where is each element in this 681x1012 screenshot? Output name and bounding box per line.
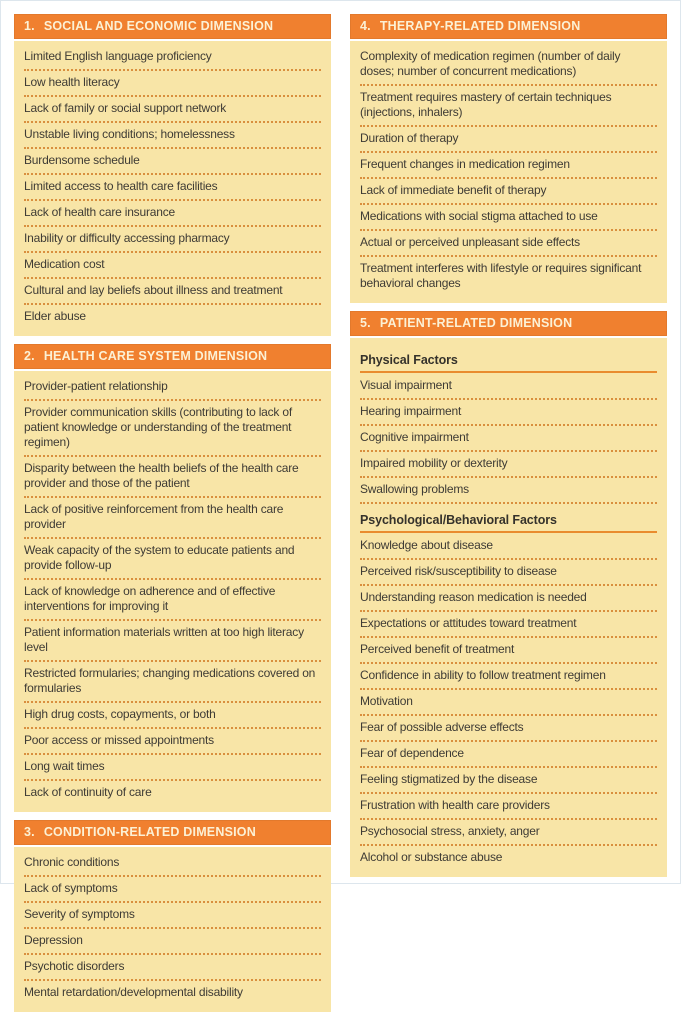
list-item: Visual impairment	[360, 374, 657, 400]
list-item: Frequent changes in medication regimen	[360, 153, 657, 179]
section-title: PATIENT-RELATED DIMENSION	[379, 316, 573, 330]
list-item: Limited access to health care facilities	[24, 175, 321, 201]
section-number: 2.	[24, 349, 35, 363]
section-header	[350, 14, 667, 39]
section-title: HEALTH CARE SYSTEM DIMENSION	[43, 349, 268, 363]
list-item: Perceived benefit of treatment	[360, 638, 657, 664]
list-item: Lack of symptoms	[24, 877, 321, 903]
item-list	[360, 45, 657, 296]
list-item: Mental retardation/developmental disability	[24, 985, 243, 999]
list-item: Motivation	[360, 690, 657, 716]
list-item: Fear of dependence	[360, 742, 657, 768]
list-item: Long wait times	[24, 755, 321, 781]
list-item: Psychosocial stress, anxiety, anger	[360, 820, 657, 846]
subsection-heading: Physical Factors	[360, 342, 657, 373]
list-item: Poor access or missed appointments	[24, 729, 321, 755]
list-item: Impaired mobility or dexterity	[360, 452, 657, 478]
dimension-section	[14, 820, 331, 1012]
section-body	[14, 371, 331, 812]
section-header	[350, 311, 667, 336]
list-item: Lack of continuity of care	[24, 785, 152, 799]
dimension-section	[350, 14, 667, 303]
dimension-section	[14, 344, 331, 812]
list-item: Lack of immediate benefit of therapy	[360, 179, 657, 205]
section-body	[350, 338, 667, 877]
list-item: Complexity of medication regimen (number of daily doses; number of concurrent medications)	[360, 45, 657, 86]
item-list	[24, 851, 321, 1005]
dimension-section	[350, 311, 667, 877]
list-item: Medication cost	[24, 253, 321, 279]
list-item: Severity of symptoms	[24, 903, 321, 929]
list-item: Limited English language proficiency	[24, 45, 321, 71]
list-item: Inability or difficulty accessing pharmacy	[24, 227, 321, 253]
list-item: Treatment requires mastery of certain techniques (injections, inhalers)	[360, 86, 657, 127]
list-item: Restricted formularies; changing medications covered on formularies	[24, 662, 321, 703]
list-item: Actual or perceived unpleasant side effects	[360, 231, 657, 257]
section-title: THERAPY-RELATED DIMENSION	[379, 19, 581, 33]
list-item: Lack of positive reinforcement from the health care provider	[24, 498, 321, 539]
left-column	[14, 14, 331, 999]
list-item: Unstable living conditions; homelessness	[24, 123, 321, 149]
list-item: Weak capacity of the system to educate patients and provide follow-up	[24, 539, 321, 580]
list-item: Lack of knowledge on adherence and of effective interventions for improving it	[24, 580, 321, 621]
list-item: Knowledge about disease	[360, 534, 657, 560]
subsection-heading: Psychological/Behavioral Factors	[360, 504, 657, 533]
list-item: Perceived risk/susceptibility to disease	[360, 560, 657, 586]
list-item: Cultural and lay beliefs about illness and treatment	[24, 279, 321, 305]
list-item: Depression	[24, 929, 321, 955]
list-item: Alcohol or substance abuse	[360, 850, 503, 864]
list-item: Hearing impairment	[360, 400, 657, 426]
list-item: Swallowing problems	[360, 478, 657, 504]
list-item: Lack of family or social support network	[24, 97, 321, 123]
section-header	[14, 14, 331, 39]
list-item: Provider communication skills (contributing to lack of patient knowledge or understanding of the treatment regimen)	[24, 401, 321, 457]
list-item: Duration of therapy	[360, 127, 657, 153]
section-title: CONDITION-RELATED DIMENSION	[43, 825, 256, 839]
section-header	[14, 820, 331, 845]
list-item: Patient information materials written at too high literacy level	[24, 621, 321, 662]
list-item: Provider-patient relationship	[24, 375, 321, 401]
list-item: Fear of possible adverse effects	[360, 716, 657, 742]
list-item: Elder abuse	[24, 309, 86, 323]
list-item: Disparity between the health beliefs of the health care provider and those of the patient	[24, 457, 321, 498]
list-item: Expectations or attitudes toward treatment	[360, 612, 657, 638]
section-number: 1.	[24, 19, 35, 33]
list-item: Frustration with health care providers	[360, 794, 657, 820]
item-list	[24, 45, 321, 329]
list-item: Feeling stigmatized by the disease	[360, 768, 657, 794]
list-item: Low health literacy	[24, 71, 321, 97]
section-number: 5.	[360, 316, 371, 330]
section-number: 3.	[24, 825, 35, 839]
section-header	[14, 344, 331, 369]
list-item: Confidence in ability to follow treatment regimen	[360, 664, 657, 690]
item-list	[24, 375, 321, 805]
list-item: Cognitive impairment	[360, 426, 657, 452]
section-body	[14, 41, 331, 336]
dimension-section	[14, 14, 331, 336]
list-item: Psychotic disorders	[24, 955, 321, 981]
list-item: Chronic conditions	[24, 851, 321, 877]
right-column	[350, 14, 667, 871]
section-number: 4.	[360, 19, 371, 33]
section-body	[350, 41, 667, 303]
list-item: High drug costs, copayments, or both	[24, 703, 321, 729]
list-item: Treatment interferes with lifestyle or requires significant behavioral changes	[360, 261, 642, 290]
list-item: Burdensome schedule	[24, 149, 321, 175]
item-list	[360, 534, 657, 870]
section-body	[14, 847, 331, 1012]
section-title: SOCIAL AND ECONOMIC DIMENSION	[43, 19, 274, 33]
item-list	[360, 374, 657, 504]
list-item: Lack of health care insurance	[24, 201, 321, 227]
list-item: Medications with social stigma attached to use	[360, 205, 657, 231]
list-item: Understanding reason medication is needed	[360, 586, 657, 612]
